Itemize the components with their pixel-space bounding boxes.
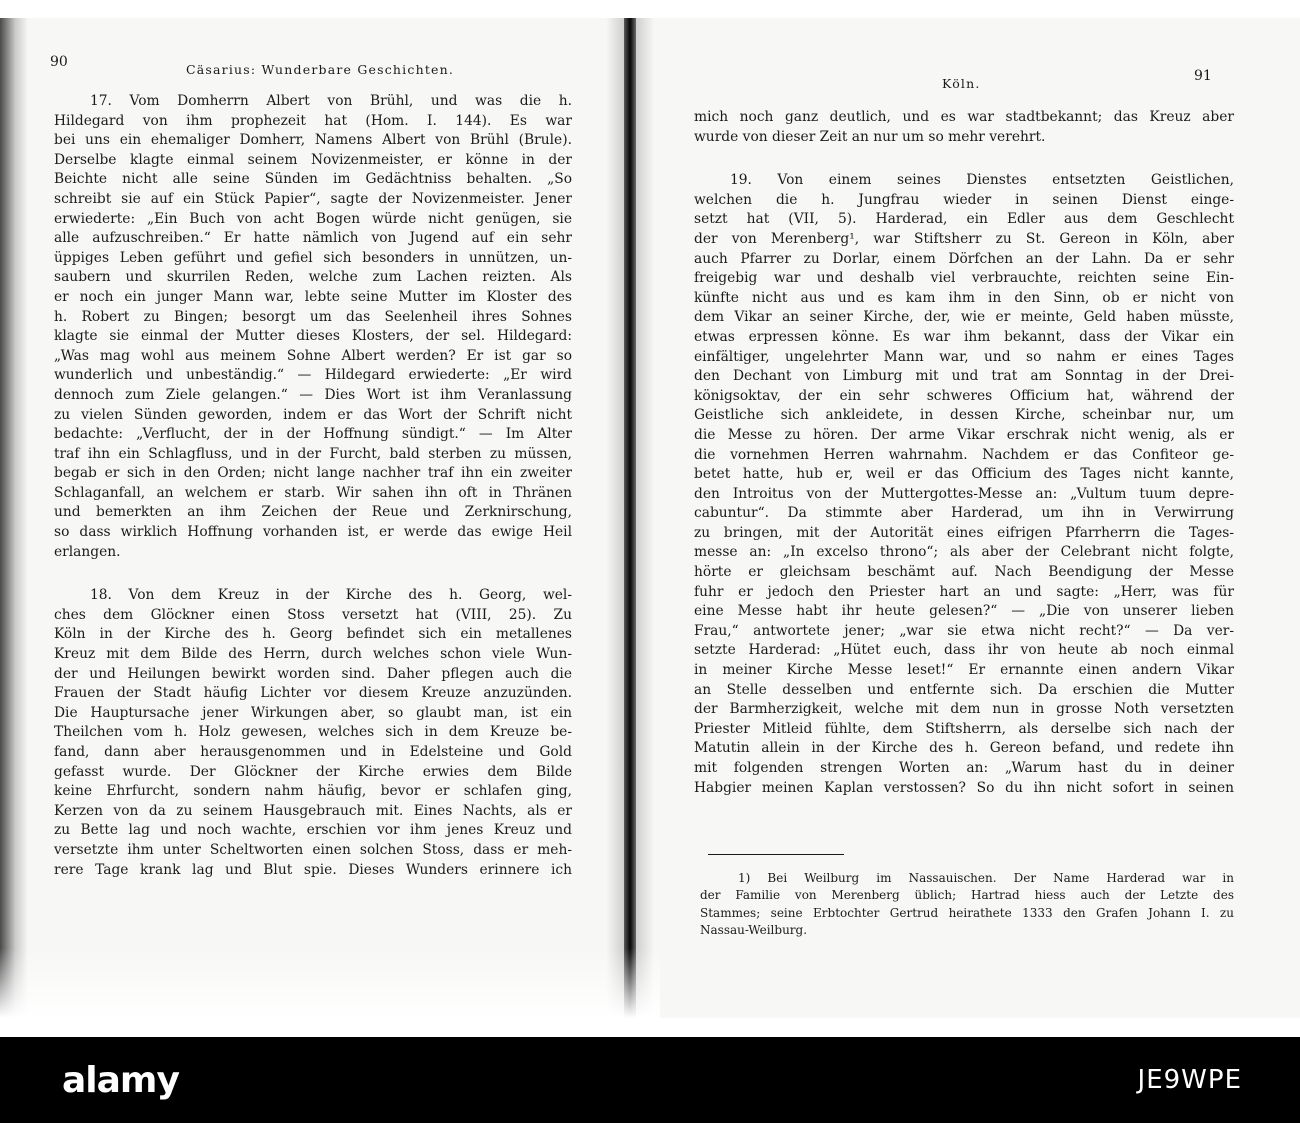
text-line: in meiner Kirche Messe leset!“ Er ernannte einen andern Vikar (694, 662, 1234, 679)
text-line: etwas erpressen könne. Es war ihm bekannt, dass der Vikar ein (694, 328, 1234, 345)
text-line: wunderlich und unbeständig.“ — Hildegard erwiederte: „Er wird (54, 367, 572, 384)
text-line: erwiederte: „Ein Buch von acht Bogen würde nicht genügen, sie (54, 210, 572, 227)
text-line: Frau,“ antwortete jener; „war sie etwa nicht recht?“ — Da ver- (694, 622, 1234, 639)
text-line: gefasst wurde. Der Glöckner der Kirche erwies dem Bilde (54, 763, 572, 780)
text-line: Matutin allein in der Kirche des h. Gereon befand, und redete ihn (694, 740, 1234, 757)
text-line: 19. Von einem seines Dienstes entsetzten Geistlichen, (730, 172, 1234, 189)
text-line: so dass wirklich Hoffnung vorhanden ist, er werde das ewige Heil (54, 524, 572, 541)
text-line: versetzte ihm unter Scheltworten einen solchen Stoss, dass er meh- (54, 841, 572, 858)
text-line: den Dechant von Limburg mit und trat am Sonntag in der Drei- (694, 368, 1234, 385)
text-line: alle aufzuschreiben.“ Er hatte nämlich von Jugend auf ein sehr (54, 230, 572, 247)
text-line: ches dem Glöckner einen Stoss versetzt hat (VIII, 25). Zu (54, 606, 572, 623)
text-line: an Stelle desselben und entfernte sich. Da erschien die Mutter (694, 681, 1234, 698)
image-id: JE9WPE (1137, 1065, 1242, 1095)
text-line: 17. Vom Domherrn Albert von Brühl, und was die h. (90, 93, 572, 109)
text-line: bei uns ein ehemaliger Domherr, Namens Albert von Brühl (Brule). (54, 132, 572, 149)
footnote-line: Nassau-Weilburg. (700, 923, 808, 938)
text-line: er noch ein junger Mann war, lebte seine Mutter im Kloster des (54, 288, 572, 305)
text-line: fuhr er jedoch den Priester hart an und sagte: „Herr, was für (694, 583, 1234, 600)
text-line: eine Messe habt ihr heute gelesen?“ — „Die von unserer lieben (694, 603, 1234, 620)
footnote-line: der Familie von Merenberg üblich; Hartrad hiess auch der Letzte des (700, 888, 1234, 903)
footnote-rule (708, 854, 844, 855)
text-line: dennoch zum Ziele gelangen.“ — Dies Wort ist ihm Veranlassung (54, 386, 572, 403)
text-line: Habgier meinen Kaplan verstossen? So du ihn nicht sofort in seinen (694, 779, 1234, 796)
left-page-number: 90 (50, 54, 68, 70)
text-line: erlangen. (54, 543, 121, 560)
text-line: königsoktav, der ein sehr schweres Officium hat, während der (694, 387, 1234, 404)
right-page-number: 91 (1194, 68, 1212, 84)
text-line: auch Pfarrer zu Dorlar, einem Dörfchen an der Lahn. Da er sehr (694, 250, 1234, 267)
text-line: 18. Von dem Kreuz in der Kirche des h. Georg, wel- (90, 587, 572, 604)
text-line: mich noch ganz deutlich, und es war stadtbekannt; das Kreuz aber (694, 109, 1234, 125)
text-line: dem Vikar an seiner Kirche, der, wie er meinte, Geld haben müsste, (694, 309, 1234, 326)
text-line: messe an: „In excelso throno“; als aber der Celebrant nicht folgte, (694, 544, 1234, 561)
text-line: der und Heilungen bewirkt worden sind. Daher pflegen auch die (54, 665, 572, 682)
text-line: Derselbe klagte einmal seinem Novizenmeister, er könne in der (54, 151, 572, 168)
text-line: welchen die h. Jungfrau wieder in seinen Dienst einge- (694, 191, 1234, 208)
right-page (636, 18, 1300, 1018)
text-line: Köln in der Kirche des h. Georg befindet sich ein metallenes (54, 626, 572, 643)
footnote-line: Stammes; seine Erbtochter Gertrud heirathete 1333 den Grafen Johann I. zu (700, 905, 1234, 920)
text-line: Kerzen von da zu seinem Hausgebrauch mit. Eines Nachts, als er (54, 802, 572, 819)
text-line: der Barmherzigkeit, welche mit dem nun in grosse Noth versetzten (694, 701, 1234, 718)
text-line: Beichte nicht alle seine Sünden im Gedächtniss behalten. „So (54, 171, 572, 188)
text-line: Hildegard von ihm prophezeit hat (Hom. I. 144). Es war (54, 112, 572, 129)
text-line: einfältiger, ungelehrter Mann war, und so nahm er eines Tages (694, 348, 1234, 365)
text-line: cabuntur“. Da stimmte aber Harderad, um ihn in Verwirrung (694, 505, 1234, 522)
left-text-block (54, 92, 572, 880)
bottom-fade (0, 948, 660, 1018)
footnote-block (700, 870, 1234, 940)
text-line: h. Robert zu Bingen; besorgt um das Seelenheil ihres Sohnes (54, 308, 572, 325)
text-line: mit folgenden strengen Worten an: „Warum hast du in deiner (694, 760, 1234, 776)
book-gutter (624, 18, 636, 1018)
text-line: rere Tage krank lag und Blut spie. Dieses Wunders erinnere ich (54, 861, 572, 878)
text-line: wurde von dieser Zeit an nur um so mehr verehrt. (694, 128, 1046, 145)
left-running-head: Cäsarius: Wunderbare Geschichten. (186, 62, 455, 77)
text-line: hörte er gleichsam beschämt auf. Nach Beendigung der Messe (694, 564, 1234, 581)
text-line: setzte Harderad: „Hütet euch, dass ihr von heute ab noch einmal (694, 642, 1234, 659)
text-line: Priester Mitleid fühlte, dem Stiftsherrn, als derselbe sich nach der (694, 720, 1234, 737)
book-spread (0, 18, 1300, 1018)
text-line: zu Bette lag und noch wachte, erschien vor ihm jenes Kreuz und (54, 822, 572, 839)
text-line: und bemerkten an ihm Zeichen der Reue und Zerknirschung, (54, 504, 572, 521)
text-line: begab er sich in den Orden; nicht lange nachher traf ihn ein zweiter (54, 465, 572, 482)
text-line: die vornehmen Herren wahrnahm. Nachdem er das Confiteor ge- (694, 446, 1234, 463)
text-line: zu bringen, mit der Autorität eines eifrigen Pfarrherrn die Tages- (694, 524, 1234, 541)
right-running-head: Köln. (942, 76, 981, 91)
text-line: klagte sie einmal der Mutter dieses Klosters, der sel. Hildegard: (54, 328, 572, 345)
footnote-line: 1) Bei Weilburg im Nassauischen. Der Name Harderad war in (738, 871, 1234, 885)
text-line: zu vielen Sünden geworden, indem er das Wort der Schrift nicht (54, 406, 572, 423)
text-line: der von Merenberg¹, war Stiftsherr zu St. Gereon in Köln, aber (694, 230, 1234, 247)
text-line: üppiges Leben geführt und gefiel sich besonders in unnützen, un- (54, 249, 572, 266)
right-text-block (694, 108, 1234, 798)
text-line: Kreuz mit dem Bilde des Herrn, durch welches schon viele Wun- (54, 646, 572, 663)
text-line: betet hatte, hub er, weil er das Officium des Tages nicht kannte, (694, 466, 1234, 483)
text-line: freigebig war und deshalb viel verbrauchte, reichten seine Ein- (694, 270, 1234, 287)
text-line: die Messe zu hören. Der arme Vikar erschrak nicht wenig, als er (694, 426, 1234, 443)
alamy-logo: alamy (62, 1060, 179, 1101)
text-line: keine Ehrfurcht, sondern nahm häufig, bevor er schlafen ging, (54, 783, 572, 800)
text-line: bedachte: „Verflucht, der in der Hoffnung sündigt.“ — Im Alter (54, 426, 572, 443)
text-line: „Was mag wohl aus meinem Sohne Albert werden? Er ist gar so (54, 347, 572, 364)
text-line: den Introitus von der Muttergottes-Messe an: „Vultum tuum depre- (694, 485, 1234, 502)
text-line: Theilchen vom h. Holz gewesen, welches sich in dem Kreuze be- (54, 724, 572, 741)
left-page (0, 18, 624, 1018)
watermark-strip (0, 1037, 1300, 1123)
text-line: Frauen der Stadt häufig Lichter vor diesem Kreuze anzuzünden. (54, 685, 572, 702)
text-line: Schlaganfall, an welchem er starb. Wir sahen ihn oft in Thränen (54, 484, 572, 501)
text-line: fand, dann aber herausgenommen und in Edelsteine und Gold (54, 744, 572, 760)
text-line: traf ihn ein Schlagfluss, und in der Furcht, bald sterben zu müssen, (54, 445, 572, 462)
text-line: Die Hauptursache jener Wirkungen aber, so glaubt man, ist ein (54, 704, 572, 721)
text-line: setzt hat (VII, 5). Harderad, ein Edler aus dem Geschlecht (694, 211, 1234, 228)
text-line: schreibt sie auf ein Stück Papier“, sagte der Novizenmeister. Jener (54, 190, 572, 207)
text-line: künfte nicht aus und es kam ihm in den Sinn, ob er nicht von (694, 289, 1234, 306)
text-line: Geistliche sich ankleidete, in dessen Kirche, scheinbar nur, um (694, 407, 1234, 424)
text-line: saubern und skurrilen Reden, welche zum Lachen reizten. Als (54, 269, 572, 286)
